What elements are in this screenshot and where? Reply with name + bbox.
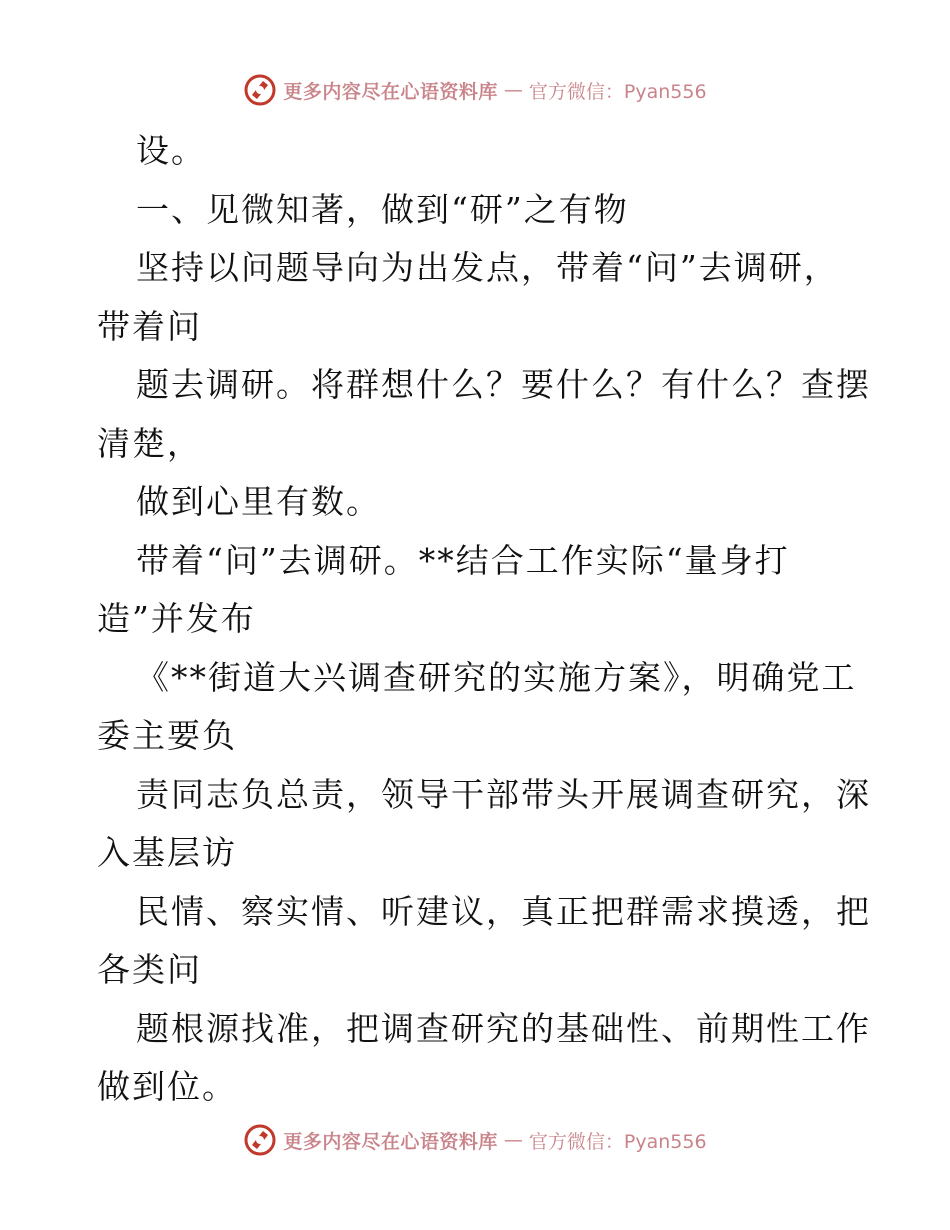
- text-line: 一、见微知著，做到“研”之有物: [136, 189, 629, 229]
- text-line: 各类问: [97, 950, 202, 989]
- watermark-text: 更多内容尽在心语资料库: [283, 1130, 498, 1153]
- red-seal-logo-icon: [243, 1123, 277, 1157]
- text-line: 带着问: [97, 306, 202, 346]
- text-line: 题根源找准，把调查研究的基础性、前期性工作: [136, 1008, 871, 1048]
- watermark-wechat: 官方微信：Pyan556: [528, 80, 707, 103]
- text-line: 委主要负: [97, 716, 237, 755]
- text-line: 设。: [136, 131, 206, 170]
- text-line: 责同志负总责，领导干部带头开展调查研究，深: [136, 774, 871, 814]
- watermark-wechat: 官方微信：Pyan556: [528, 1130, 707, 1153]
- watermark-text: 更多内容尽在心语资料库: [283, 80, 498, 103]
- text-line: 清楚，: [97, 423, 202, 463]
- watermark-dash: —: [503, 1129, 523, 1151]
- text-line: 入基层访: [97, 833, 237, 872]
- text-line: 造”并发布: [97, 599, 256, 638]
- text-line: 题去调研。将群想什么？要什么？有什么？查摆: [136, 365, 871, 404]
- text-line: 带着“问”去调研。**结合工作实际“量身打: [136, 540, 790, 580]
- text-line: 做到心里有数。: [136, 482, 381, 521]
- text-line: 《**街道大兴调查研究的实施方案》，明确党工: [136, 657, 857, 697]
- text-line: 坚持以问题导向为出发点，带着“问”去调研，: [136, 248, 839, 287]
- text-line: 民情、察实情、听建议，真正把群需求摸透，把: [136, 891, 871, 931]
- header-watermark: [0, 70, 950, 110]
- red-seal-logo-icon: [243, 73, 277, 107]
- text-line: 做到位。: [97, 1067, 237, 1106]
- footer-watermark: [0, 1120, 950, 1160]
- document-body: [97, 122, 871, 1117]
- watermark-dash: —: [503, 79, 523, 101]
